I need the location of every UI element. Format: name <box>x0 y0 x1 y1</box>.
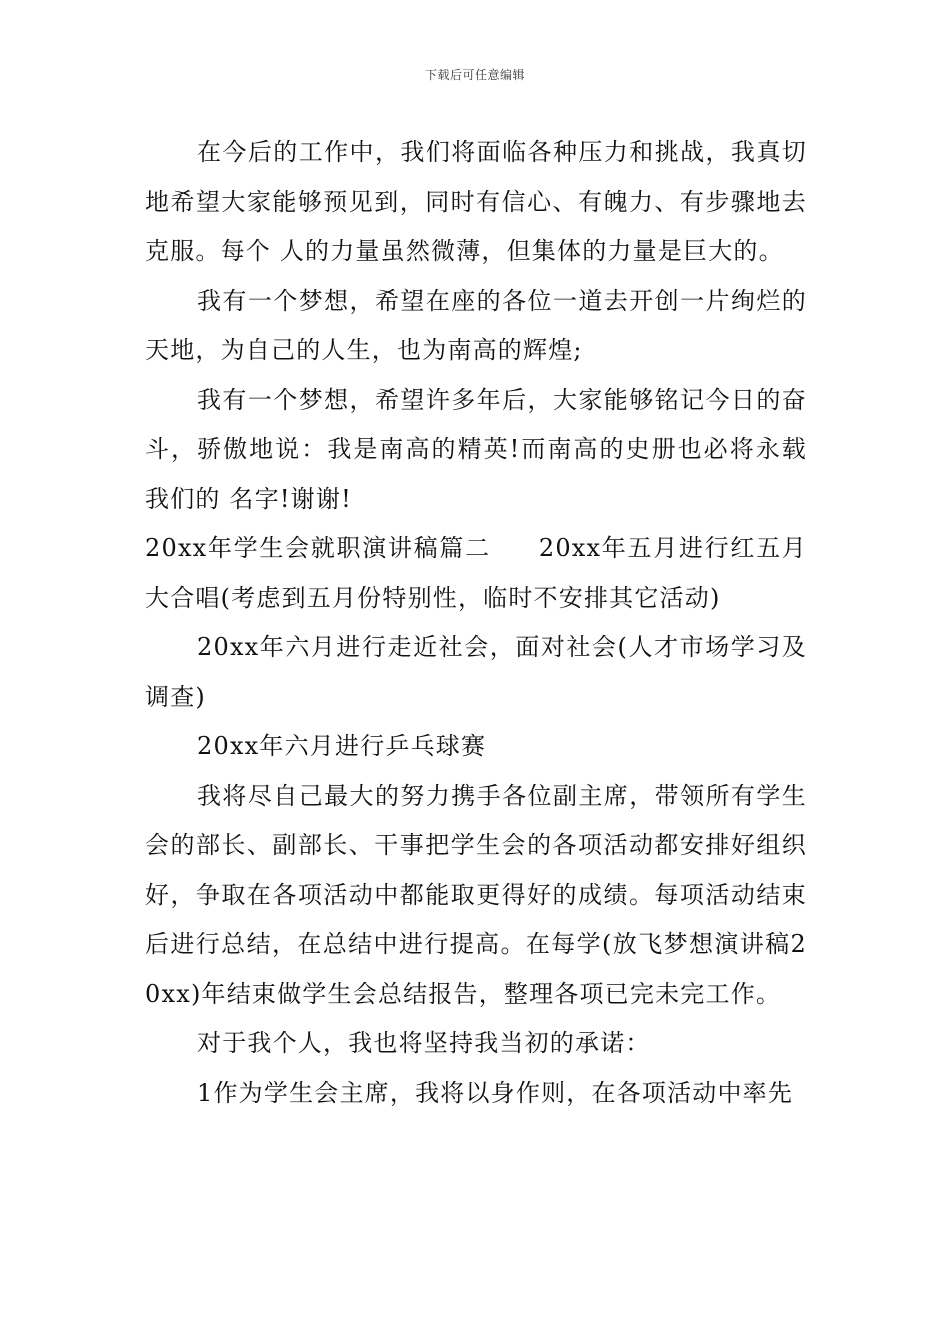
paragraph: 20xx年五月进行红五月大合唱(考虑到五月份特别性，临时不安排其它活动) <box>145 534 808 612</box>
section-heading: 20xx年学生会就职演讲稿篇二 <box>145 534 491 562</box>
paragraph: 我将尽自己最大的努力携手各位副主席，带领所有学生会的部长、副部长、干事把学生会的各项活动都安排好组织好，争取在各项活动中都能取更得好的成绩。每项活动结束后进行总结，在总结中进行提高。在每学(放飞梦想演讲稿20xx)年结束做学生会总结报告，整理各项已完未完工作。 <box>145 781 807 1008</box>
section-heading-paragraph <box>145 524 807 623</box>
paragraph: 我有一个梦想，希望在座的各位一道去开创一片绚烂的天地，为自己的人生，也为南高的辉煌; <box>145 286 807 364</box>
paragraph: 我有一个梦想，希望许多年后，大家能够铭记今日的奋斗，骄傲地说：我是南高的精英!而南高的史册也必将永载我们的 名字!谢谢! <box>145 385 807 513</box>
header-note: 下载后可任意编辑 <box>424 68 525 82</box>
paragraph: 1作为学生会主席，我将以身作则，在各项活动中率先 <box>197 1078 794 1107</box>
document-body <box>145 128 807 1118</box>
paragraph: 在今后的工作中，我们将面临各种压力和挑战，我真切地希望大家能够预见到，同时有信心、有魄力、有步骤地去克服。每个 人的力量虽然微薄，但集体的力量是巨大的。 <box>145 138 807 265</box>
paragraph: 20xx年六月进行走近社会，面对社会(人才市场学习及调查) <box>145 633 807 711</box>
paragraph: 对于我个人，我也将坚持我当初的承诺： <box>197 1029 651 1057</box>
paragraph: 20xx年六月进行乒乓球赛 <box>197 732 487 760</box>
